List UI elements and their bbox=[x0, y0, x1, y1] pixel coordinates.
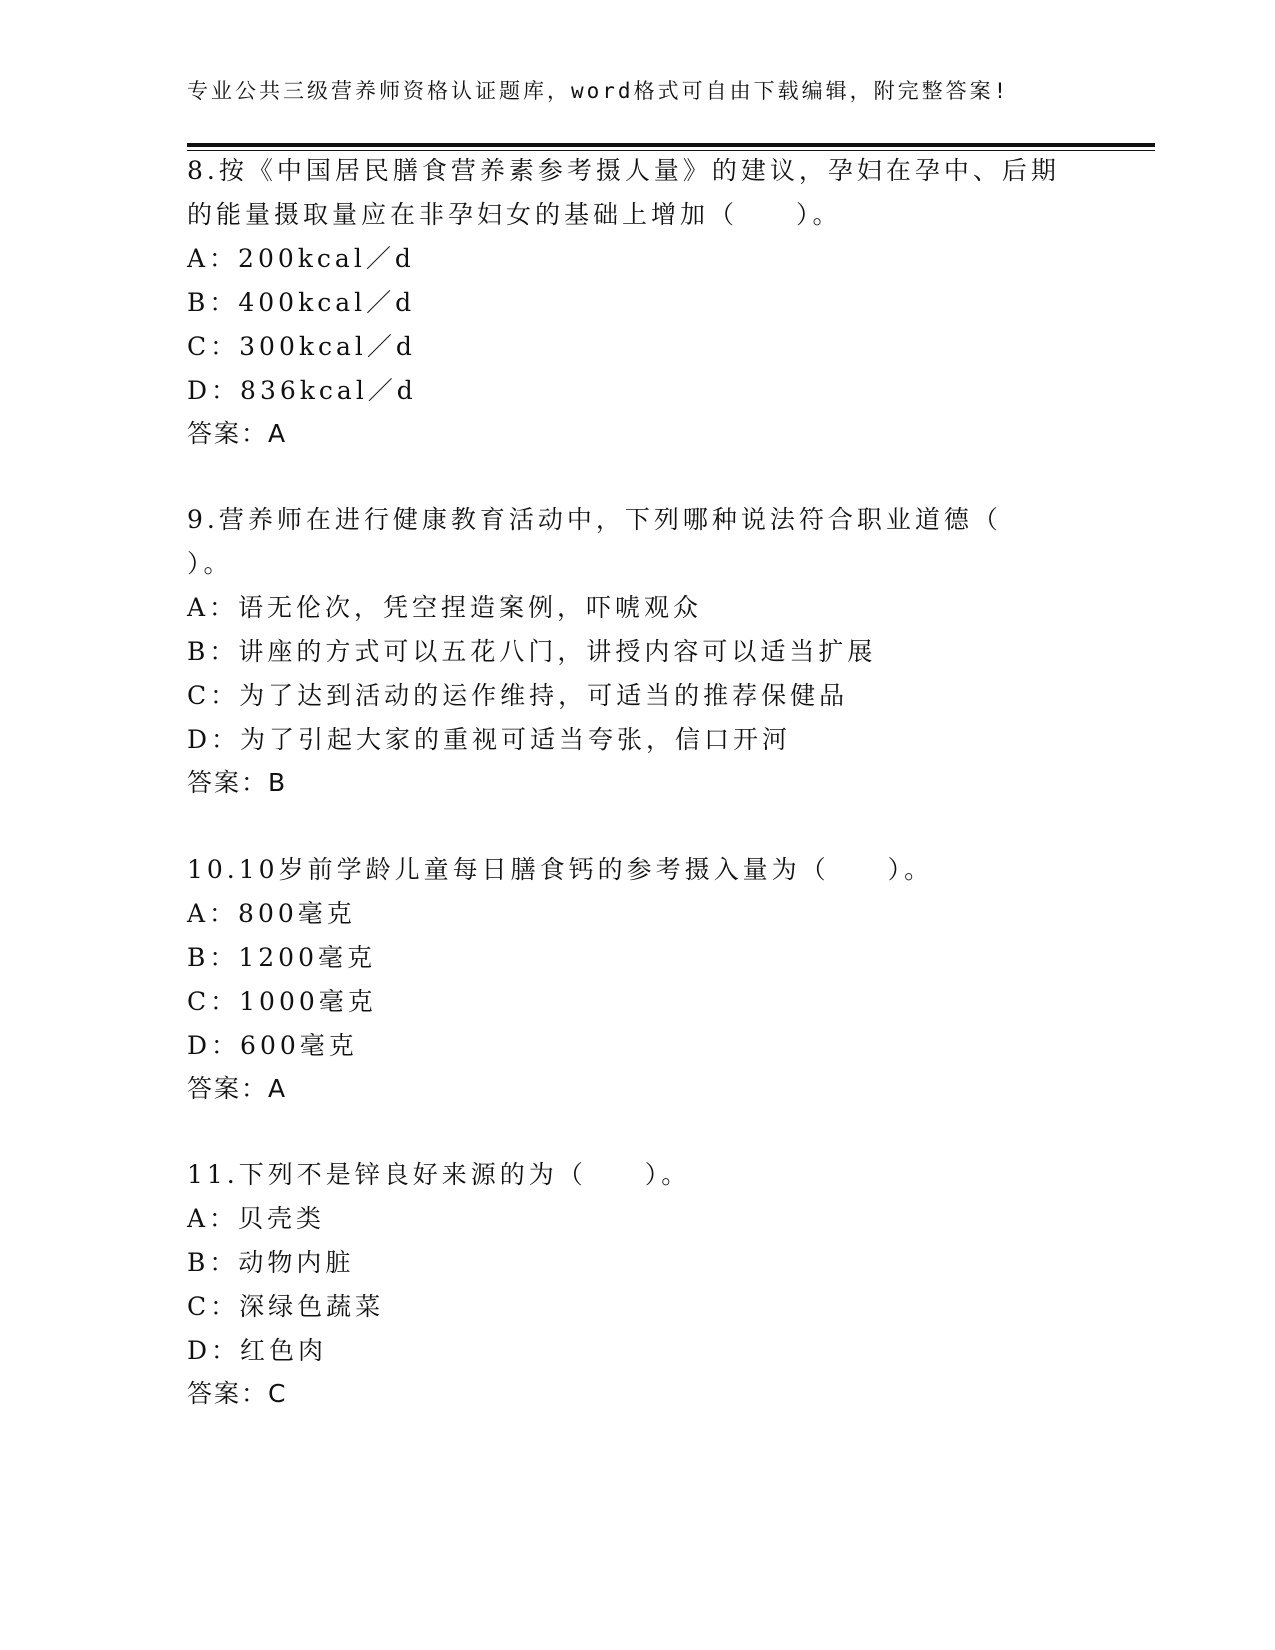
question-11-option-a: A：贝壳类 bbox=[187, 1204, 326, 1233]
question-8-option-d: D：836kcal／d bbox=[187, 376, 417, 405]
question-11-option-b: B：动物内脏 bbox=[187, 1248, 355, 1277]
question-8-stem: 8.按《中国居民膳食营养素参考摄人量》的建议，孕妇在孕中、后期 bbox=[187, 156, 1060, 185]
question-8-answer: 答案：A bbox=[187, 419, 288, 448]
question-9-option-c: C：为了达到活动的运作维持，可适当的推荐保健品 bbox=[187, 681, 849, 710]
question-9-option-d: D：为了引起大家的重视可适当夸张，信口开河 bbox=[187, 725, 792, 754]
question-8-option-a: A：200kcal／d bbox=[187, 244, 415, 273]
question-11-stem: 11.下列不是锌良好来源的为（ ）。 bbox=[187, 1160, 691, 1189]
question-9-option-a: A：语无伦次，凭空捏造案例，吓唬观众 bbox=[187, 593, 703, 622]
question-10-stem: 10.10岁前学龄儿童每日膳食钙的参考摄入量为（ ）。 bbox=[187, 855, 934, 884]
question-10-answer: 答案：A bbox=[187, 1074, 288, 1103]
question-11-answer: 答案：C bbox=[187, 1379, 288, 1408]
question-11-option-d: D：红色肉 bbox=[187, 1336, 328, 1365]
question-8-option-c: C：300kcal／d bbox=[187, 332, 416, 361]
question-10-option-d: D：600毫克 bbox=[187, 1031, 358, 1060]
header-rule-thin bbox=[187, 150, 1155, 151]
question-9-stem: 9.营养师在进行健康教育活动中，下列哪种说法符合职业道德（ bbox=[187, 505, 1002, 534]
header-rule bbox=[187, 143, 1155, 147]
question-10-option-c: C：1000毫克 bbox=[187, 987, 377, 1016]
question-8-option-b: B：400kcal／d bbox=[187, 288, 416, 317]
question-9-option-b: B：讲座的方式可以五花八门，讲授内容可以适当扩展 bbox=[187, 637, 877, 666]
question-8-stem-cont: 的能量摄取量应在非孕妇女的基础上增加（ ）。 bbox=[187, 200, 842, 229]
question-9-answer: 答案：B bbox=[187, 768, 288, 797]
question-9-stem-cont: ）。 bbox=[187, 549, 233, 578]
question-10-option-b: B：1200毫克 bbox=[187, 943, 376, 972]
page-header: 专业公共三级营养师资格认证题库，word格式可自由下载编辑，附完整答案! bbox=[187, 79, 1010, 103]
question-10-option-a: A：800毫克 bbox=[187, 899, 356, 928]
question-11-option-c: C：深绿色蔬菜 bbox=[187, 1292, 385, 1321]
